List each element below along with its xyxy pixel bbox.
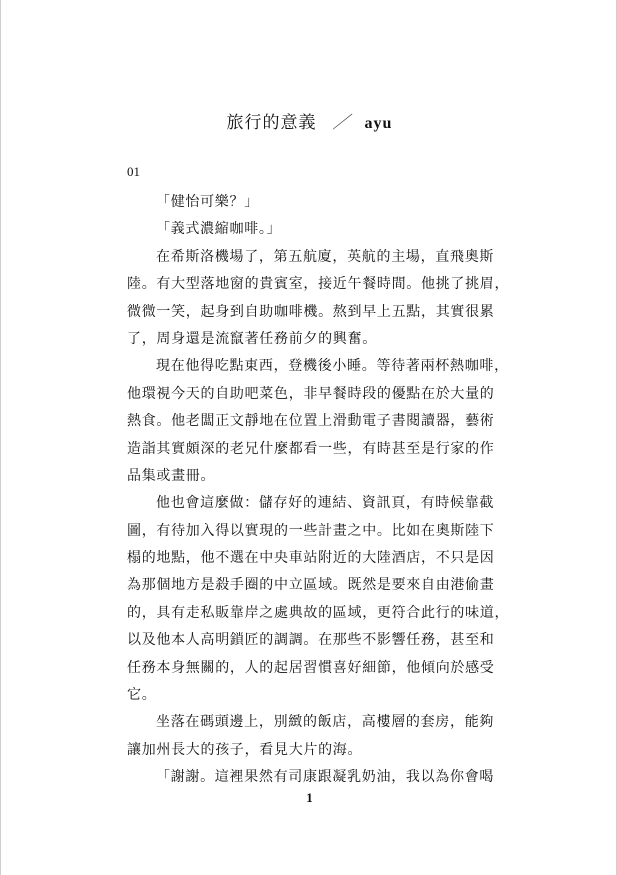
- title-author: ayu: [364, 115, 393, 132]
- body-text: [127, 189, 510, 792]
- text-line: 「健怡可樂？」: [156, 194, 259, 210]
- text-line: 讓加州長大的孩子，看見大片的海。: [127, 741, 363, 758]
- page-number: 1: [306, 790, 313, 805]
- document-title: [1, 108, 617, 133]
- text-line: 了，周身還是流竄著任務前夕的興奮。: [127, 330, 377, 347]
- text-line: 以及他本人高明鎖匠的調調。在那些不影響任務，甚至和: [127, 632, 495, 649]
- text-line: 他也會這麼做：儲存好的連結、資訊頁，有時候靠截: [156, 495, 495, 512]
- text-line: 熱食。他老闆正文靜地在位置上滑動電子書閱讀器，藝術: [127, 413, 495, 430]
- text-line: 圖，有待加入得以實現的一些計畫之中。比如在奧斯陸下: [127, 522, 495, 539]
- text-line: 品集或畫冊。: [127, 467, 216, 484]
- title-main: 旅行的意義: [226, 113, 317, 133]
- title-separator: ／: [332, 113, 351, 133]
- text-line: 榻的地點，他不選在中央車站附近的大陸酒店，不只是因: [127, 550, 495, 567]
- text-line: 任務本身無關的，人的起居習慣喜好細節，他傾向於感受: [127, 659, 495, 676]
- text-line: 的，具有走私販靠岸之處典故的區域，更符合此行的味道，: [127, 604, 510, 621]
- text-line: 「義式濃縮咖啡。」: [156, 221, 282, 238]
- text-line: 造詣其實頗深的老兄什麼都看一些，有時甚至是行家的作: [127, 440, 495, 457]
- text-line: 它。: [127, 687, 157, 704]
- text-line: 「謝謝。這裡果然有司康跟凝乳奶油，我以為你會喝: [156, 769, 495, 786]
- text-line: 現在他得吃點東西，登機後小睡。等待著兩杯熱咖啡，: [156, 358, 509, 375]
- text-line: 為那個地方是殺手圈的中立區域。既然是要來自由港偷畫: [127, 577, 495, 594]
- text-line: 在希斯洛機場了，第五航廈，英航的主場，直飛奧斯: [156, 248, 495, 265]
- text-line: 陸。有大型落地窗的貴賓室，接近午餐時間。他挑了挑眉，: [127, 276, 510, 293]
- text-line: 坐落在碼頭邊上，別緻的飯店，高樓層的套房，能夠: [156, 714, 495, 731]
- text-line: 微微一笑，起身到自助咖啡機。熬到早上五點，其實很累: [127, 303, 495, 320]
- text-line: 他環視今天的自助吧菜色，非早餐時段的優點在於大量的: [127, 385, 495, 402]
- chapter-number: 01: [127, 164, 140, 179]
